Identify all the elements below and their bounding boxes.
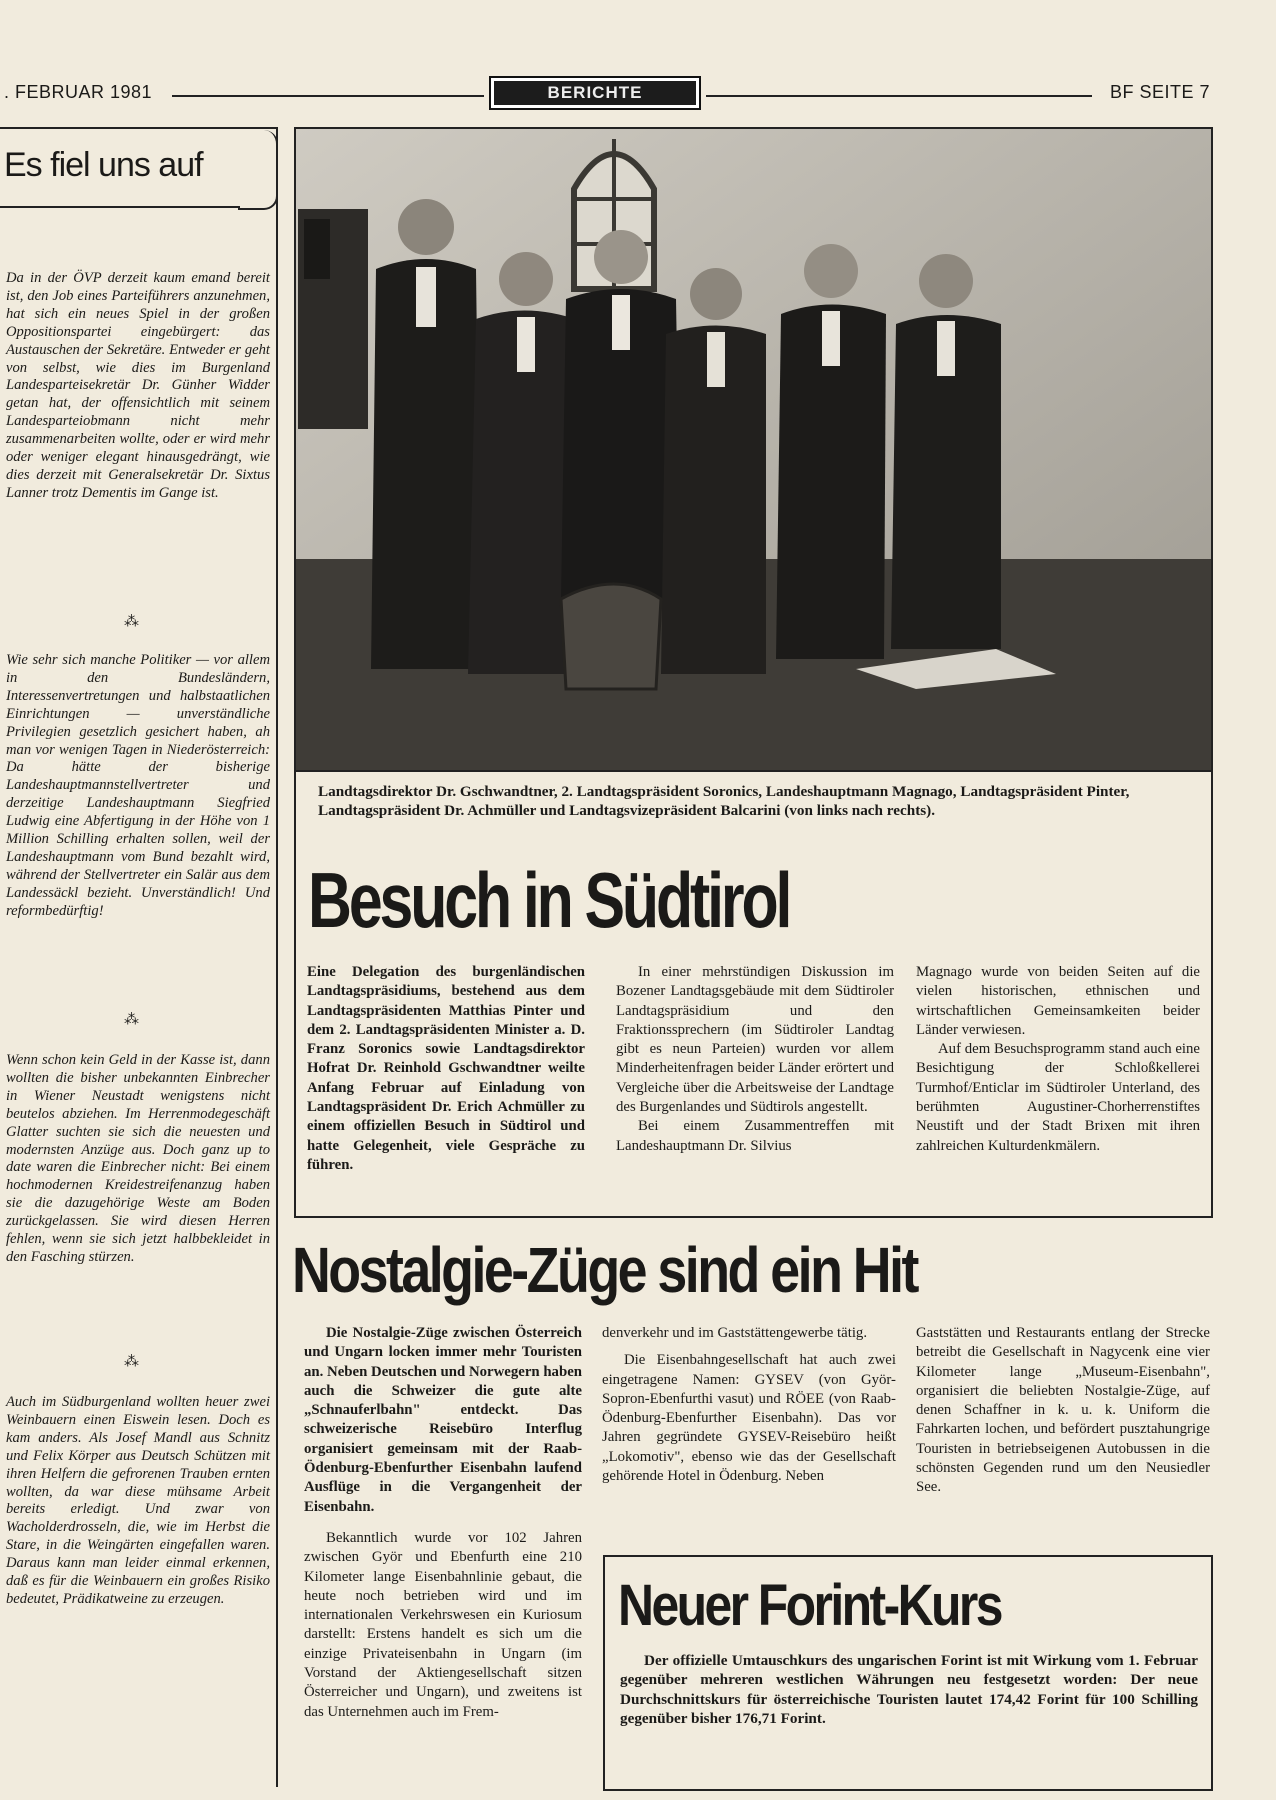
sidebar-paragraph-4: Auch im Südburgenland wollten heuer zwei Weinbauern einen Eiswein lesen. Doch es kam anders. Als Josef Mandl aus Schnitz und Felix Körper aus Deutsch Schützen mit ihren Helfern die gefrorenen Trauben ernten wollten, da war diese mühsame Arbeit bereits erledigt. Und zwar von Wacholderdrosseln, die, wie im Herbst die Stare, in die Weingärten eingefallen waren. Daraus kann man leider einmal erkennen, daß es für die Weinbauern ein großes Risiko bedeutet, Prädikatweine zu erzeugen. [6, 1394, 270, 1607]
section-label: BERICHTE [494, 81, 696, 105]
article1-column-3 [916, 963, 1200, 1156]
article2-column-2-para-2: Die Eisenbahngesellschaft hat auch zwei eingetragene Namen: GYSEV (von Györ-Sopron-Ebenfurthi vasut) und RÖEE (von Raab-Ödenburg-Ebenfurther Eisenbahn). Das vor Jahren gegründete GYSEV-Reisebüro heißt „Lokomotiv", ebenso wie das der Gesellschaft gehörende Hotel in Ödenburg. Neben [602, 1352, 896, 1485]
article1-column-2 [616, 963, 894, 1156]
headline-nostalgie-zuege: Nostalgie-Züge sind ein Hit [292, 1234, 917, 1306]
sidebar-title-rule [0, 206, 240, 208]
asterism-3: ⁂ [124, 1354, 139, 1370]
sidebar-paragraph-2: Wie sehr sich manche Politiker — vor allem in den Bundesländern, Interessenvertretungen und halbstaatlichen Einrichtungen — unverständliche Privilegien gesetzlich gesichert haben, ah man vor wenigen Tagen in Niederösterreich: Da hätte der bisherige Landeshauptmannstellvertreter und derzeitige Landeshauptmann Siegfried Ludwig eine Abfertigung in der Höhe von 1 Million Schilling erhalten sollen, weil der Landeshauptmann vom Bund bezahlt wird, während der Stellvertreter ein Salär aus dem Landessäckl bezieht. Unverständlich! Und reformbedürftig! [6, 652, 270, 919]
article2-column-1-para-2: Bekanntlich wurde vor 102 Jahren zwischen Györ und Ebenfurth eine 210 Kilometer lange Eisenbahnlinie gebaut, die heute noch betrieben wird und im internationalen Verkehrswesen ein Kuriosum darstellt: Erstens handelt es sich um die einzige Privateisenbahn in Ungarn (im Vorstand der Aktiengesellschaft sitzen Österreicher und Ungarn), und zweitens ist das Unternehmen auch im Frem- [304, 1529, 582, 1720]
headline-neuer-forint-kurs: Neuer Forint-Kurs [618, 1573, 1001, 1638]
headline-besuch-suedtirol: Besuch in Südtirol [308, 856, 790, 944]
article1-column-3-para-1: Magnago wurde von beiden Seiten auf die vielen historischen, ethnischen und wirtschaftlichen Gemeinsamkeiten beider Länder verwiesen. [916, 964, 1200, 1038]
article2-column-3: Gaststätten und Restaurants entlang der Strecke betreibt die Gesellschaft in Nagycenk eine vier Kilometer lange „Museum-Eisenbahn", organisiert die beliebten Nostalgie-Züge, auf denen Schaffner in k. u. k. Uniform die Fahrkarten lochen, und befördert pusztahungrige Touristen in betriebseigenen Autobussen in die schönsten Gegenden rund um den Neusiedler See. [916, 1325, 1210, 1496]
section-label-box [489, 76, 701, 110]
photo-caption: Landtagsdirektor Dr. Gschwandtner, 2. Landtagspräsident Soronics, Landeshauptmann Magnago, Landtagspräsident Pinter, Landtagspräsident Dr. Achmüller und Landtagsvizepräsident Balcarini (von links nach rechts). [318, 783, 1130, 819]
group-photo-image [296, 129, 1211, 770]
sidebar-title: Es fiel uns auf [4, 146, 203, 184]
sidebar-paragraph-3: Wenn schon kein Geld in der Kasse ist, dann wollten die bisher unbekannten Einbrecher in Wiener Neustadt wenigstens nicht beutelos abziehen. Im Herrenmodegeschäft Glatter suchten sie sich die neuesten und modernsten Anzüge aus. Doch ganz up to date waren die Einbrecher nicht: Bei einem hochmodernen Kreidestreifenanzug haben sie die dazugehörige Weste am Boden zurückgelassen. Sie wird diesen Herren fehlen, wenn sie sich jetzt halbbekleidet in den Fasching stürzen. [6, 1052, 270, 1265]
sidebar-paragraph-1: Da in der ÖVP derzeit kaum emand bereit ist, den Job eines Parteiführers anzunehmen, hat sich ein neues Spiel in der großen Oppositionspartei eingebürgert: das Austauschen der Sekretäre. Entweder er geht von selbst, wie dies im Burgenland Landesparteisekretär Dr. Günher Widder getan hat, der offensichtlich mit seinem Landesparteiobmann nicht mehr zusammenarbeiten wollte, oder er wird mehr oder weniger elegant hinausgedrängt, wie dies derzeit mit Generalsekretär Dr. Sixtus Lanner trotz Dementis im Gange ist. [6, 270, 270, 501]
sidebar-title-bracket [238, 130, 278, 210]
header-rule-right [706, 95, 1092, 97]
article1-column-3-para-2: Auf dem Besuchsprogramm stand auch eine Besichtigung der Schloßkellerei Turmhof/Enticlar im Südtiroler Unterland, des berühmten Augustiner-Chorherrenstiftes Neustift und der Stadt Brixen mit ihren zahlreichen Kulturdenkmälern. [916, 1041, 1200, 1154]
article1-column-2-para-1: In einer mehrstündigen Diskussion im Bozener Landtagsgebäude mit dem Südtiroler Landtagspräsidium und den Fraktionssprechern (im Südtiroler Landtag gibt es neun Parteien) wurden vor allem Minderheitenfragen beider Länder erörtert und Vergleiche über die Arbeitsweise der Landtage des Burgenlandes und Südtirols angestellt. [616, 964, 894, 1116]
asterism-2: ⁂ [124, 1012, 139, 1028]
group-photo [294, 127, 1213, 772]
article1-column-2-para-2: Bei einem Zusammentreffen mit Landeshauptmann Dr. Silvius [616, 1118, 894, 1154]
issue-date: . FEBRUAR 1981 [4, 82, 153, 102]
header-rule-left [172, 95, 484, 97]
article1-column-1: Eine Delegation des burgenländischen Landtagspräsidiums, bestehend aus dem Landtagspräsidenten Matthias Pinter und dem 2. Landtagspräsidenten Minister a. D. Franz Soronics sowie Landtagsdirektor Hofrat Dr. Reinhold Gschwandtner weilte Anfang Februar auf Einladung von Landtagspräsident Dr. Erich Achmüller zu einem offiziellen Besuch in Südtirol und hatte Gelegenheit, viele Gespräche zu führen. [307, 964, 585, 1173]
article2-column-2 [602, 1324, 896, 1486]
page-number: BF SEITE 7 [1109, 82, 1210, 102]
article2-column-1 [304, 1324, 582, 1722]
article2-column-2-para-1: denverkehr und im Gaststättengewerbe tätig. [602, 1325, 868, 1341]
article2-column-1-para-1: Die Nostalgie-Züge zwischen Österreich und Ungarn locken immer mehr Touristen an. Neben Deutschen und Norwegern haben auch die Schweizer die gute alte „Schnauferlbahn" entdeckt. Das schweizerische Reisebüro Interflug organisiert gemeinsam mit der Raab-Ödenburg-Ebenfurther Eisenbahn laufend Ausflüge in die Vergangenheit der Eisenbahn. [304, 1325, 582, 1515]
article3-text: Der offizielle Umtauschkurs des ungarischen Forint ist mit Wirkung vom 1. Februar gegenüber mehreren westlichen Währungen neu festgesetzt worden: Der neue Durchschnittskurs für österreichische Touristen lautet 174,42 Forint für 100 Schilling gegenüber bisher 176,71 Forint. [620, 1652, 1198, 1727]
asterism-1: ⁂ [124, 614, 139, 630]
